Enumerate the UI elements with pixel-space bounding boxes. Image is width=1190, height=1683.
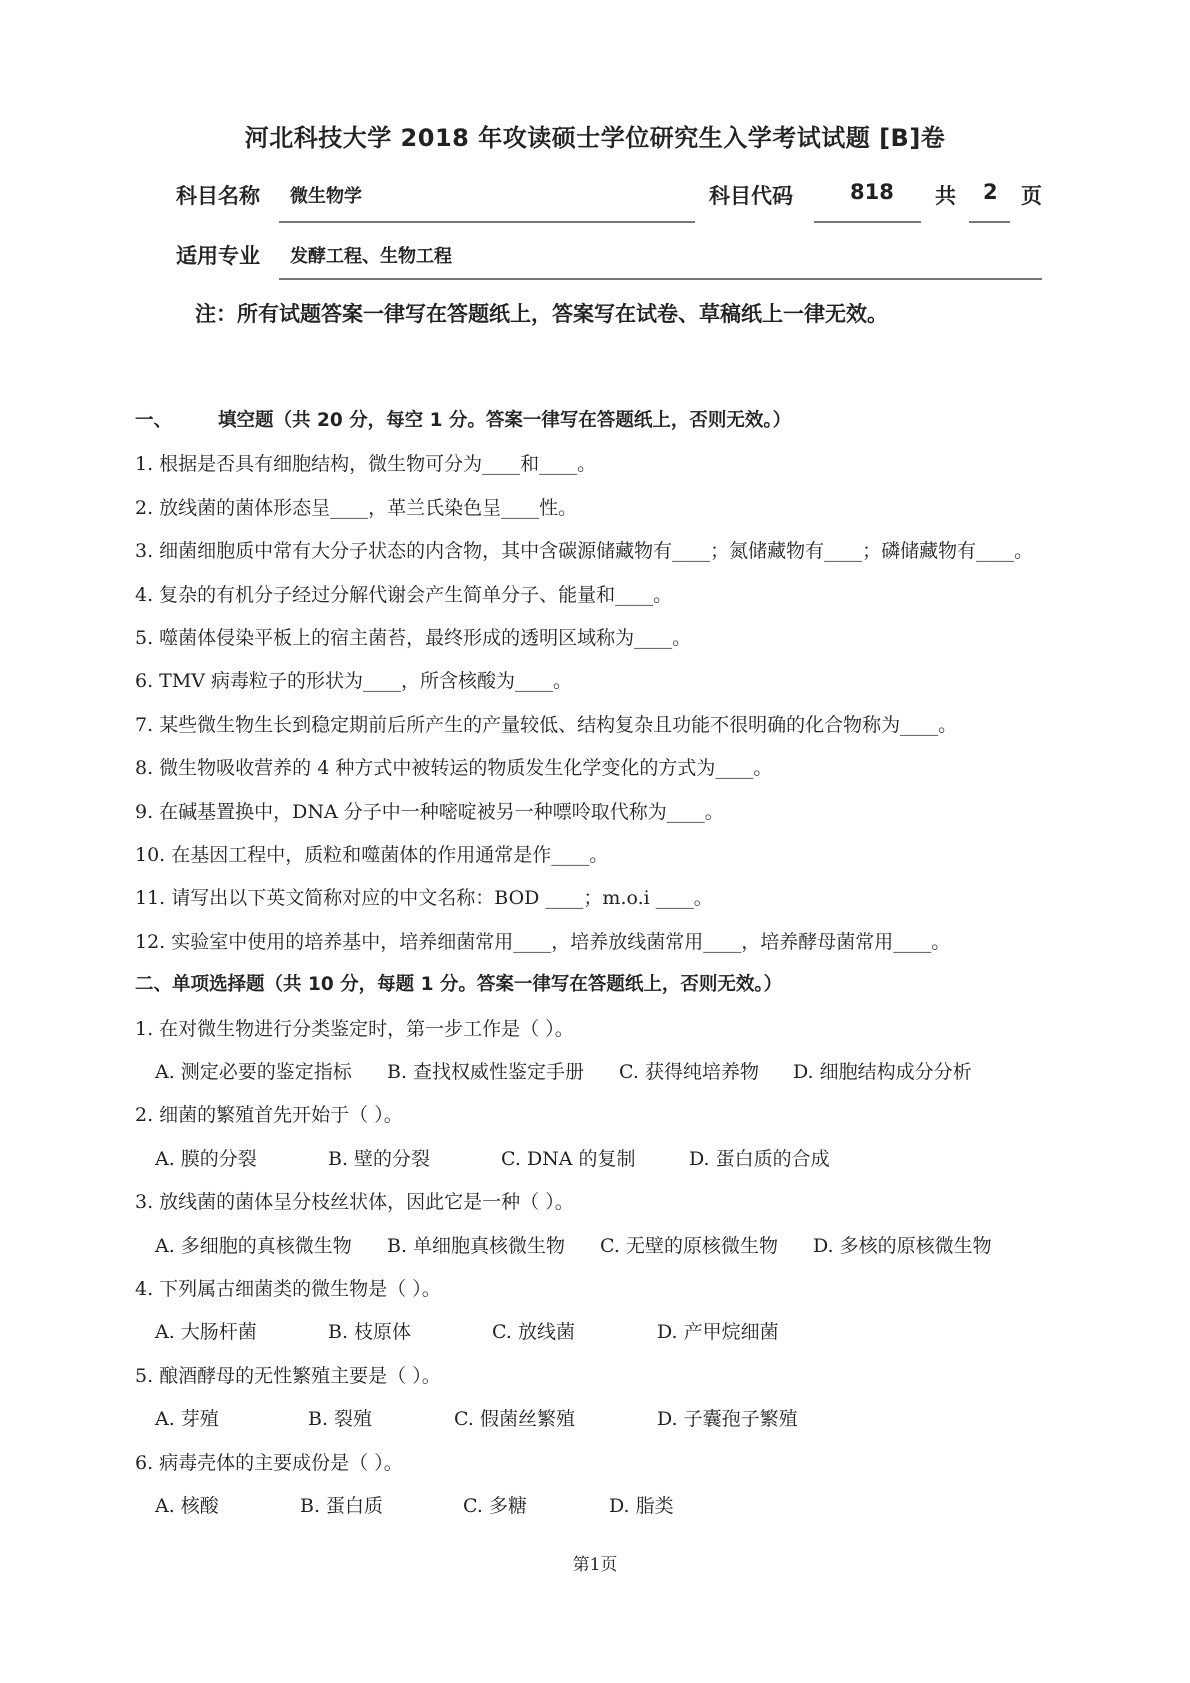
choice-option: C. 获得纯培养物: [619, 1061, 759, 1083]
choice-option: B. 蛋白质: [300, 1495, 384, 1517]
choice-option: B. 单细胞真核微生物: [387, 1234, 566, 1257]
choice-question-stem: 1. 在对微生物进行分类鉴定时，第一步工作是（ ）。: [135, 1017, 574, 1040]
total-label: 共: [935, 184, 956, 208]
fill-blank-question: 9. 在碱基置换中，DNA 分子中一种嘧啶被另一种嘌呤取代称为____。: [135, 800, 724, 823]
choice-option: A. 核酸: [155, 1495, 219, 1517]
fill-blank-question: 4. 复杂的有机分子经过分解代谢会产生简单分子、能量和____。: [135, 583, 673, 606]
choice-option: C. 放线菌: [492, 1321, 575, 1344]
choice-option: A. 膜的分裂: [155, 1147, 257, 1170]
choice-option: C. DNA 的复制: [501, 1147, 636, 1170]
subject-code-value: 818: [850, 180, 894, 204]
choice-option: A. 多细胞的真核微生物: [155, 1234, 352, 1257]
choice-option: D. 脂类: [609, 1495, 674, 1517]
subject-code-underline: [814, 221, 921, 223]
choice-option: D. 产甲烷细菌: [657, 1321, 779, 1344]
fill-blank-question: 5. 噬菌体侵染平板上的宿主菌苔，最终形成的透明区域称为____。: [135, 627, 692, 649]
section-1-number: 一、: [135, 410, 173, 431]
choice-question-stem: 3. 放线菌的菌体呈分枝丝状体，因此它是一种（ ）。: [135, 1191, 574, 1214]
subject-name-underline: [279, 221, 695, 223]
exam-title: 河北科技大学 2018 年攻读硕士学位研究生入学考试试题 [B]卷: [244, 124, 946, 152]
page-number: 第1页: [572, 1555, 618, 1575]
choice-option: A. 大肠杆菌: [155, 1321, 257, 1344]
choice-option: D. 细胞结构成分分析: [793, 1061, 972, 1083]
choice-question-stem: 5. 酿酒酵母的无性繁殖主要是（ ）。: [135, 1364, 441, 1387]
choice-option: D. 蛋白质的合成: [689, 1147, 830, 1170]
total-pages-value: 2: [983, 180, 998, 204]
pages-label: 页: [1021, 184, 1042, 208]
major-label: 适用专业: [176, 244, 260, 268]
major-value: 发酵工程、生物工程: [290, 246, 452, 267]
subject-name-label: 科目名称: [176, 184, 260, 208]
fill-blank-question: 8. 微生物吸收营养的 4 种方式中被转运的物质发生化学变化的方式为____。: [135, 757, 773, 780]
fill-blank-question: 12. 实验室中使用的培养基中，培养细菌常用____，培养放线菌常用____，培养酵母菌常用____。: [135, 930, 951, 953]
choice-option: B. 枝原体: [328, 1321, 412, 1344]
fill-blank-question: 3. 细菌细胞质中常有大分子状态的内含物，其中含碳源储藏物有____；氮储藏物有____；磷储藏物有____。: [135, 540, 1034, 563]
fill-blank-question: 7. 某些微生物生长到稳定期前后所产生的产量较低、结构复杂且功能不很明确的化合物称为____。: [135, 713, 958, 736]
fill-blank-question: 11. 请写出以下英文简称对应的中文名称：BOD ____；m.o.i ____。: [135, 887, 713, 910]
fill-blank-question: 6. TMV 病毒粒子的形状为____，所含核酸为____。: [135, 670, 573, 693]
choice-option: C. 多糖: [463, 1495, 527, 1517]
choice-option: B. 裂殖: [308, 1408, 373, 1431]
choice-option: B. 壁的分裂: [328, 1147, 431, 1170]
exam-note: 注：所有试题答案一律写在答题纸上，答案写在试卷、草稿纸上一律无效。: [195, 302, 888, 326]
choice-option: A. 测定必要的鉴定指标: [155, 1061, 352, 1083]
choice-option: D. 子囊孢子繁殖: [657, 1408, 798, 1431]
choice-question-stem: 6. 病毒壳体的主要成份是（ ）。: [135, 1451, 403, 1474]
subject-code-label: 科目代码: [709, 184, 793, 208]
major-underline: [279, 278, 1042, 280]
subject-name-value: 微生物学: [290, 186, 362, 207]
fill-blank-question: 2. 放线菌的菌体形态呈____，革兰氏染色呈____性。: [135, 496, 578, 519]
choice-question-stem: 2. 细菌的繁殖首先开始于（ ）。: [135, 1104, 403, 1127]
choice-option: C. 无壁的原核微生物: [600, 1234, 778, 1257]
choice-question-stem: 4. 下列属古细菌类的微生物是（ ）。: [135, 1278, 441, 1300]
fill-blank-question: 1. 根据是否具有细胞结构，微生物可分为____和____。: [135, 453, 597, 476]
total-pages-underline: [969, 221, 1010, 223]
choice-option: C. 假菌丝繁殖: [454, 1408, 575, 1431]
choice-option: D. 多核的原核微生物: [813, 1234, 992, 1257]
choice-option: B. 查找权威性鉴定手册: [387, 1061, 585, 1083]
choice-option: A. 芽殖: [155, 1408, 219, 1431]
section-2-heading: 二、单项选择题（共 10 分，每题 1 分。答案一律写在答题纸上，否则无效。）: [135, 974, 783, 996]
section-1-heading: 填空题（共 20 分，每空 1 分。答案一律写在答题纸上，否则无效。）: [218, 410, 792, 431]
fill-blank-question: 10. 在基因工程中，质粒和噬菌体的作用通常是作____。: [135, 844, 609, 866]
